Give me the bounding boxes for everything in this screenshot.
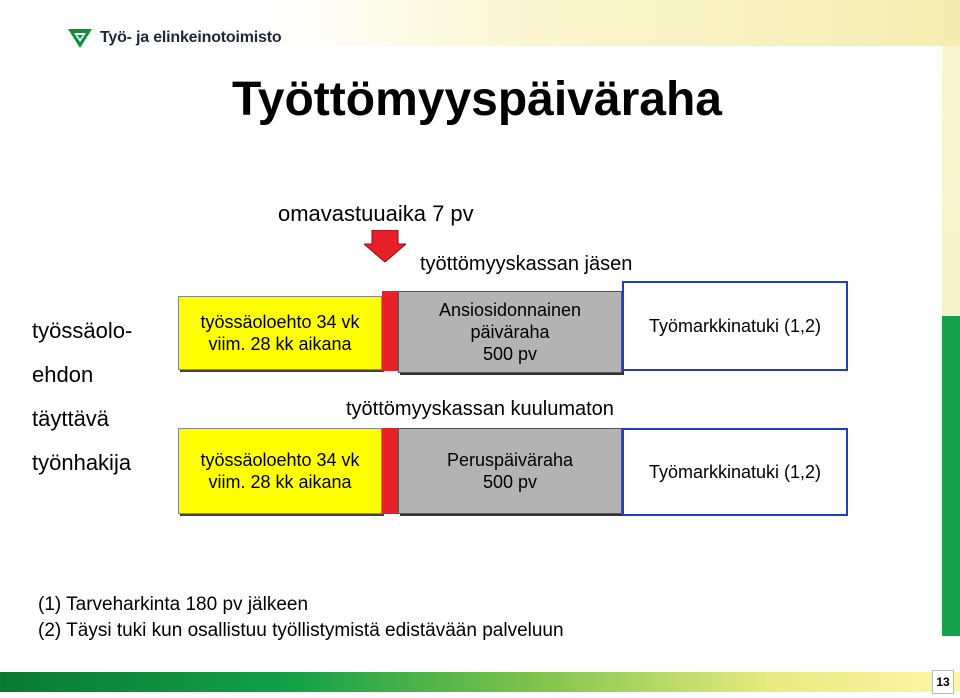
member-labour-market-support-box xyxy=(622,281,848,371)
benefit-line-2: 500 pv xyxy=(482,472,538,492)
footnote-1: (1) Tarveharkinta 180 pv jälkeen xyxy=(38,594,309,615)
left-label-4: työnhakija xyxy=(32,450,132,475)
left-label-2: ehdon xyxy=(32,362,94,387)
bottom-gradient-bar xyxy=(0,672,960,692)
condition-line-2: viim. 28 kk aikana xyxy=(208,472,352,492)
footnote-2: (2) Täysi tuki kun osallistuu työllistymistä edistävään palveluun xyxy=(38,620,564,641)
nonmember-labour-market-support-box xyxy=(622,428,848,516)
left-label-3: täyttävä xyxy=(32,406,110,431)
benefit-line-1: Peruspäiväraha xyxy=(446,450,574,470)
earnings-related-allowance-box xyxy=(398,291,622,373)
page-title: Työttömyyspäiväraha xyxy=(232,73,722,126)
nonmember-condition-box xyxy=(178,428,382,514)
nonmember-label: työttömyyskassan kuulumaton xyxy=(346,398,614,420)
basic-allowance-box xyxy=(398,428,622,514)
condition-line-1: työssäoloehto 34 vk xyxy=(200,312,360,332)
te-office-logo xyxy=(66,26,281,50)
benefit-line-3: 500 pv xyxy=(482,344,538,364)
down-arrow-icon xyxy=(364,230,406,262)
support-label: Työmarkkinatuki (1,2) xyxy=(648,462,822,482)
benefit-line-1: Ansiosidonnainen xyxy=(438,300,582,320)
member-waiting-period-bar xyxy=(382,291,398,371)
right-green-strip xyxy=(942,316,960,636)
page-number: 13 xyxy=(932,670,954,694)
benefit-line-2: päiväraha xyxy=(470,322,550,342)
logo-text: Työ- ja elinkeinotoimisto xyxy=(100,29,282,46)
left-label-1: työssäolo- xyxy=(32,318,133,343)
support-label: Työmarkkinatuki (1,2) xyxy=(648,316,822,336)
member-label: työttömyyskassan jäsen xyxy=(420,253,633,275)
member-condition-box xyxy=(178,296,382,370)
right-gradient-band xyxy=(942,46,960,316)
nonmember-waiting-period-bar xyxy=(382,428,398,514)
waiting-period-label: omavastuuaika 7 pv xyxy=(278,201,474,226)
condition-line-2: viim. 28 kk aikana xyxy=(208,334,352,354)
te-logo-icon xyxy=(66,26,94,50)
condition-line-1: työssäoloehto 34 vk xyxy=(200,450,360,470)
